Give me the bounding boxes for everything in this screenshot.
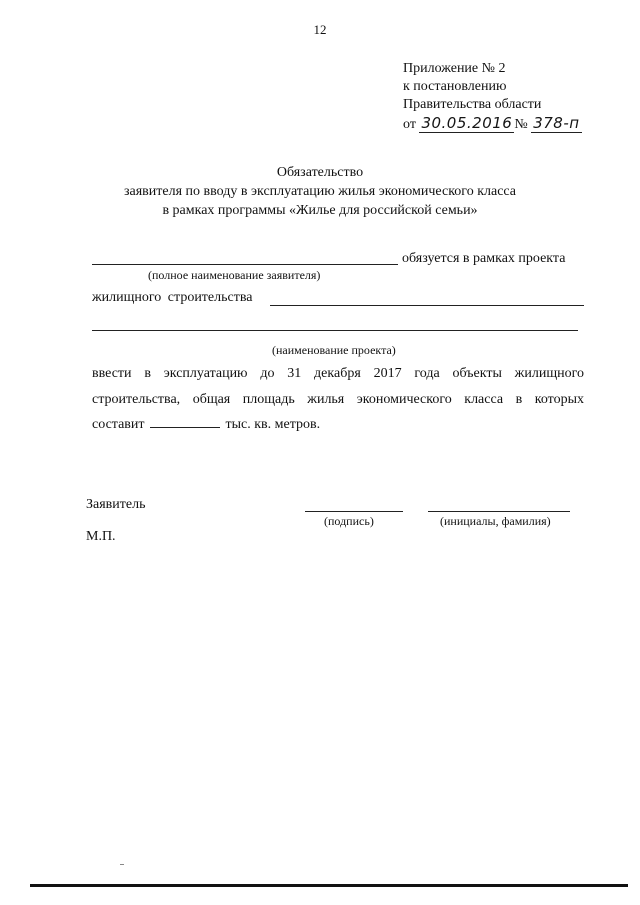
appendix-government: Правительства области [403,97,542,112]
initials-line [428,511,570,512]
title-line-1: Обязательство [276,165,364,180]
area-prefix: составит [92,417,145,432]
initials-caption: (инициалы, фамилия) [440,514,551,528]
housing-label: жилищного строительства [92,290,253,305]
appendix-date-line [403,114,582,134]
paragraph-line-2: строительства, общая площадь жилья экономического класса в которых [92,392,584,407]
scan-speck [120,864,124,865]
signature-line [305,511,403,512]
handwritten-date: 30.05.2016 [421,114,513,132]
signature-caption: (подпись) [324,514,374,528]
project-name-line [92,330,578,331]
area-blank [150,427,220,428]
appendix-title: Приложение № 2 [403,61,506,76]
title-line-3: в рамках программы «Жилье для российской семьи» [162,203,478,218]
paragraph-line-3 [92,417,320,433]
title-line-2: заявителя по вводу в эксплуатацию жилья экономического класса [123,184,517,199]
applicant-label: Заявитель [86,497,146,512]
stamp-label: М.П. [86,529,116,544]
appendix-block [403,60,582,134]
handwritten-number: 378-п [533,114,580,132]
number-prefix: № [514,117,528,132]
applicant-caption: (полное наименование заявителя) [148,268,321,282]
obligation-text: обязуется в рамках проекта [402,251,566,266]
area-suffix: тыс. кв. метров. [225,417,321,432]
page-number: 12 [313,22,327,37]
housing-project-line [270,305,584,306]
document-title [0,163,640,220]
bottom-scan-border [30,884,628,887]
paragraph-line-1: ввести в эксплуатацию до 31 декабря 2017 года объекты жилищного [92,366,584,381]
appendix-resolution: к постановлению [403,79,507,94]
applicant-name-line [92,264,398,265]
date-prefix: от [403,117,416,132]
project-caption: (наименование проекта) [272,343,396,357]
